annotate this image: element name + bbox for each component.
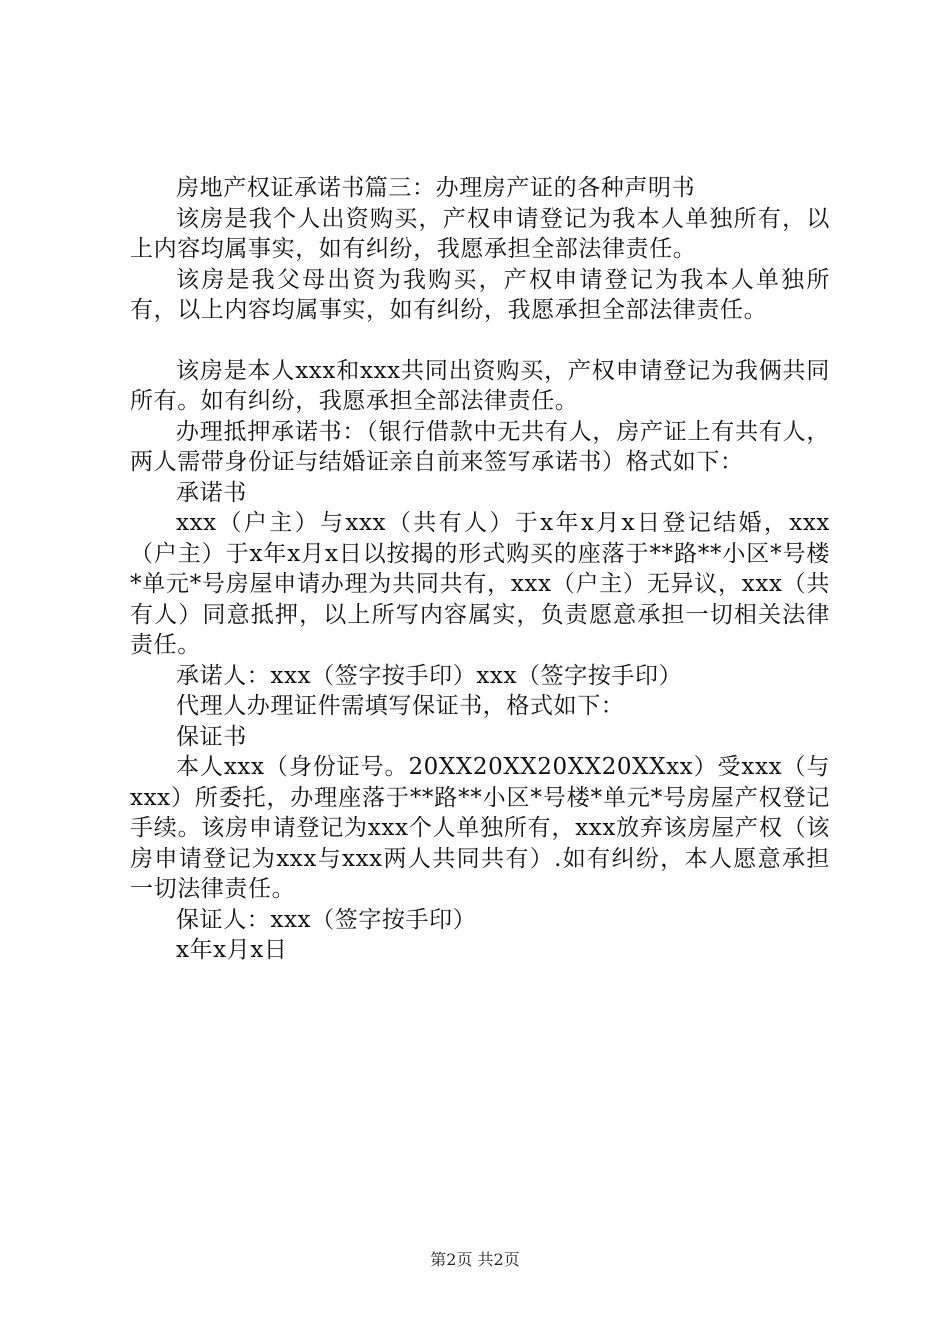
agent-guarantee-intro: 代理人办理证件需填写保证书，格式如下：	[176, 693, 625, 719]
page-number-footer: 第2页 共2页	[430, 1250, 520, 1269]
pledge-signatories: 承诺人：xxx（签字按手印）xxx（签字按手印）	[176, 662, 683, 689]
document-body	[130, 173, 830, 966]
document-date: x年x月x日	[176, 937, 288, 963]
guarantor-signature: 保证人：xxx（签字按手印）	[176, 906, 477, 933]
pledge-body: xxx（户主）与xxx（共有人）于x年x月x日登记结婚，xxx（户主）于x年x月x日以按揭的形式购买的座落于**路**小区*号楼*单元*号房屋申请办理为共同共有，xxx（户主）无异议，xxx（共有人）同意抵押，以上所写内容属实，负责愿意承担一切相关法律责任。	[130, 510, 830, 658]
document-heading: 房地产权证承诺书篇三：办理房产证的各种声明书	[176, 175, 696, 201]
statement-sole-ownership: 该房是我个人出资购买，产权申请登记为我本人单独所有，以上内容均属事实，如有纠纷，我愿承担全部法律责任。	[130, 205, 830, 262]
statement-joint-ownership: 该房是本人xxx和xxx共同出资购买，产权申请登记为我俩共同所有。如有纠纷，我愿承担全部法律责任。	[130, 357, 830, 414]
statement-parents-funded: 该房是我父母出资为我购买，产权申请登记为我本人单独所有，以上内容均属事实，如有纠纷，我愿承担全部法律责任。	[130, 266, 830, 323]
pledge-title: 承诺书	[176, 479, 247, 506]
guarantee-title: 保证书	[176, 723, 247, 750]
guarantee-body: 本人xxx（身份证号。20XX20XX20XX20XXxx）受xxx（与xxx）所委托，办理座落于**路**小区*号楼*单元*号房屋产权登记手续。该房申请登记为xxx个人单独所有，xxx放弃该房屋产权（该房申请登记为xxx与xxx两人共同共有）.如有纠纷，本人愿意承担一切法律责任。	[130, 754, 830, 902]
mortgage-pledge-intro: 办理抵押承诺书：（银行借款中无共有人，房产证上有共有人，两人需带身份证与结婚证亲自前来签写承诺书）格式如下：	[130, 418, 830, 475]
